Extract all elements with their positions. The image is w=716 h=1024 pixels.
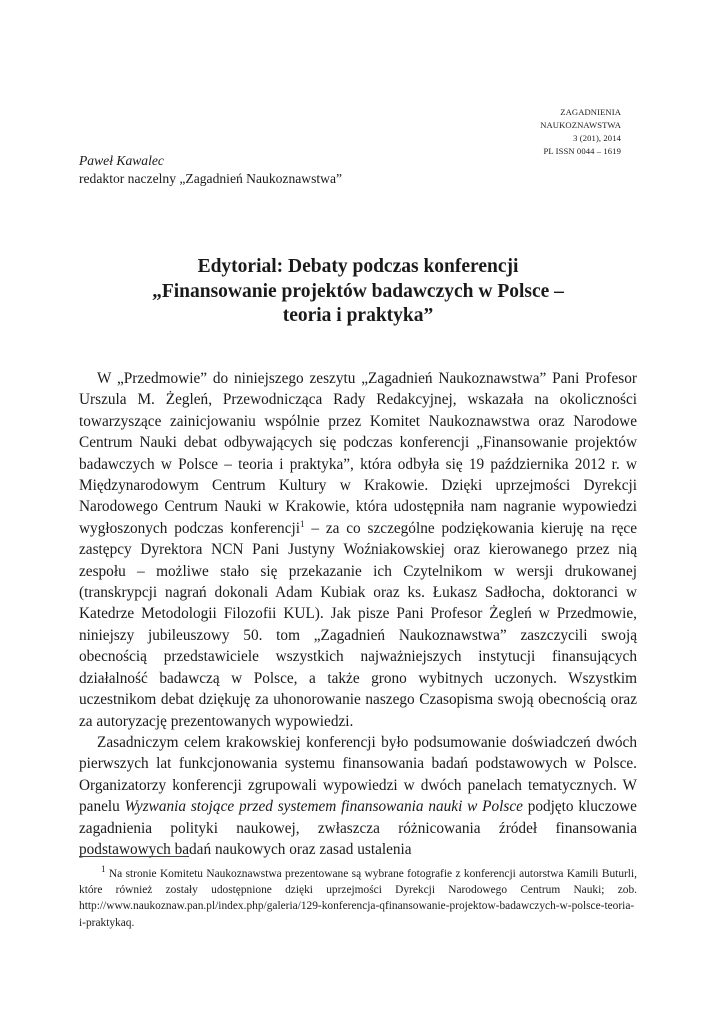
- journal-name: ZAGADNIENIA: [560, 107, 621, 117]
- footnote-reference[interactable]: 1: [299, 518, 305, 529]
- article-title: [79, 255, 637, 329]
- paragraph-1: [79, 368, 637, 732]
- title-line-1: Edytorial: Debaty podczas konferencji: [197, 256, 519, 277]
- paragraph-1-text: W „Przedmowie” do niniejszego zeszytu „Zagadnień Naukoznawstwa” Pani Profesor Urszula M. Żegleń, Przewodnicząca Rady Redakcyjnej, wskazała na okoliczności towarzyszące zainicjowaniu wspólnie przez Komitet Naukoznawstwa oraz Narodowe Centrum Nauki debat odbywających się podczas konferencji „Finansowanie projektów badawczych w Polsce – teoria i praktyka”, która odbyła się 19 października 2012 r. w Międzynarodowym Centrum Kultury w Krakowie. Dzięki uprzejmości Dyrekcji Narodowego Centrum Nauki w Krakowie, która udostępniła nam nagranie wypowiedzi wygłoszonych podczas konferencji: [79, 370, 637, 537]
- paragraph-2-text-cont: podjęto kluczowe zagadnienia polityki naukowej, zwłaszcza różnicowania źródeł finansowania podstawowych badań naukowych oraz zasad ustalenia: [79, 798, 637, 858]
- journal-issn: PL ISSN 0044 – 1619: [543, 146, 621, 156]
- title-line-3: teoria i praktyka”: [282, 305, 434, 326]
- footnote-text: Na stronie Komitetu Naukoznawstwa prezentowane są wybrane fotografie z konferencji autorstwa Kamili Buturli, które również zostały udostępnione dzięki uprzejmości Dyrekcji Narodowego Centrum Nauki; zob. http://www.naukoznaw.pan.pl/index.php/galeria/129-konferencja-qfinansowanie-projektow-badawczych-w-polsce-teoria-i-praktykaq.: [79, 868, 637, 929]
- footnote-marker: 1: [101, 864, 106, 875]
- journal-name-2: NAUKOZNAWSTWA: [540, 120, 621, 130]
- paragraph-2-text: Zasadniczym celem krakowskiej konferencji było podsumowanie doświadczeń dwóch pierwszych lat funkcjonowania systemu finansowania badań podstawowych w Polsce. Organizatorzy konferencji zgrupowali wypowiedzi w dwóch panelach tematycznych. W panelu: [79, 733, 637, 816]
- footnote-divider: [79, 856, 189, 857]
- journal-info: [461, 106, 621, 158]
- author-name: Paweł Kawalec: [79, 153, 164, 168]
- footnote-body: [79, 866, 637, 931]
- journal-issue: 3 (201), 2014: [573, 133, 621, 143]
- article-body: [79, 368, 637, 860]
- author-block: [79, 152, 342, 188]
- paragraph-2: [79, 732, 637, 860]
- footnote: [79, 866, 637, 931]
- title-line-2: „Finansowanie projektów badawczych w Polsce –: [152, 280, 564, 302]
- panel-title: Wyzwania stojące przed systemem finansowania nauki w Polsce: [124, 798, 523, 816]
- author-role: redaktor naczelny „Zagadnień Naukoznawstwa”: [79, 171, 343, 186]
- paragraph-1-text-cont: – za co szczególne podziękowania kieruję na ręce zastępcy Dyrektora NCN Pani Justyny Woźniakowskiej oraz kierowanego przez nią zespołu – możliwe stało się przekazanie ich Czytelnikom w wersji drukowanej (transkrypcji nagrań dokonali Adam Kubiak oraz ks. Łukasz Sadłocha, doktoranci w Katedrze Metodologii Filozofii KUL). Jak pisze Pani Profesor Żegleń w Przedmowie, niniejszy jubileuszowy 50. tom „Zagadnień Naukoznawstwa” zaszczycili swoją obecnością przedstawiciele wszystkich najważniejszych instytucji finansujących działalność badawczą w Polsce, a także grono wybitnych uczonych. Wszystkim uczestnikom debat dziękuję za uhonorowanie naszego Czasopisma swoją obecnością oraz za autoryzację prezentowanych wypowiedzi.: [79, 519, 637, 730]
